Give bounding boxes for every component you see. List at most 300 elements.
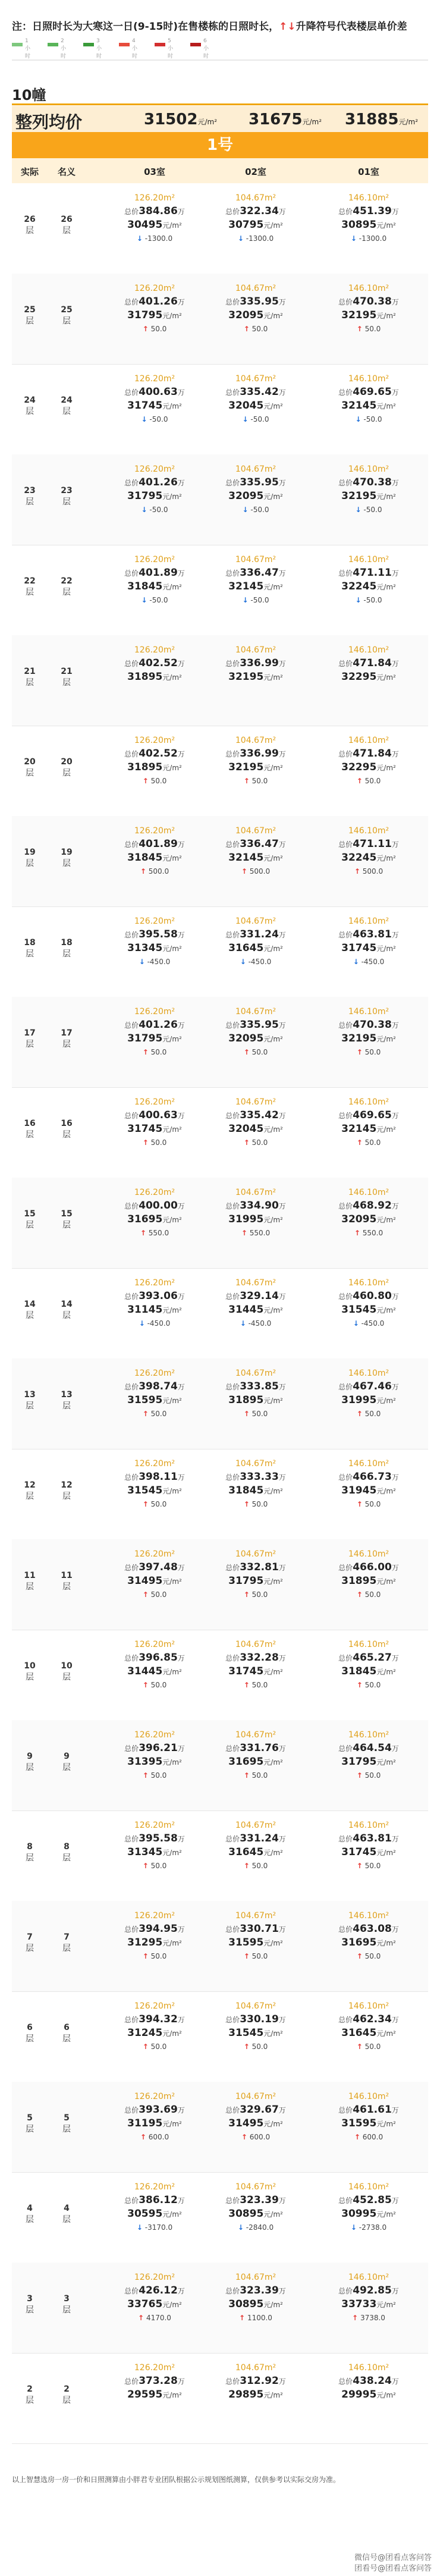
total-prefix: 总价 — [124, 1202, 139, 1210]
price-change-value: -2738.0 — [359, 2223, 387, 2232]
unit-price-unit: 元/m² — [376, 1577, 396, 1586]
unit-cell[interactable] — [101, 734, 208, 787]
unit-cell[interactable] — [315, 734, 422, 787]
unit-price-value: 30495 — [127, 219, 163, 231]
unit-cell[interactable] — [101, 1186, 208, 1240]
unit-price — [101, 761, 208, 774]
unit-price-unit: 元/m² — [263, 2391, 283, 2399]
total-price — [202, 1289, 309, 1303]
unit-price — [202, 1032, 309, 1046]
unit-title: 1号 — [12, 132, 428, 158]
unit-cell[interactable] — [202, 2000, 309, 2053]
price-change-value: -450.0 — [147, 1319, 171, 1328]
unit-price — [315, 1032, 422, 1046]
total-price — [202, 1832, 309, 1846]
unit-price-unit: 元/m² — [162, 2210, 182, 2219]
unit-cell[interactable] — [315, 1096, 422, 1149]
total-value: 469.65 — [353, 386, 392, 398]
price-change-value: 50.0 — [252, 1952, 268, 1960]
unit-cell[interactable] — [202, 192, 309, 245]
price-change-value: 50.0 — [150, 1862, 167, 1870]
total-prefix: 总价 — [338, 1744, 353, 1753]
total-value: 402.52 — [139, 657, 178, 669]
total-price — [202, 205, 309, 218]
unit-cell[interactable] — [315, 644, 422, 684]
price-change-value: -450.0 — [147, 958, 171, 966]
unit-cell[interactable] — [315, 463, 422, 516]
unit-price-unit: 元/m² — [263, 1487, 283, 1495]
unit-price-value: 31795 — [127, 309, 163, 321]
unit-price — [101, 2026, 208, 2040]
unit-price — [202, 490, 309, 503]
total-price — [101, 1742, 208, 1755]
total-unit: 万 — [177, 840, 185, 849]
price-change-value: -50.0 — [149, 506, 168, 514]
unit-cell[interactable] — [202, 915, 309, 968]
price-change — [202, 1859, 309, 1872]
unit-price-value: 31795 — [127, 490, 163, 502]
total-price — [315, 1199, 422, 1213]
unit-price-unit: 元/m² — [162, 2391, 182, 2399]
unit-area: 126.20m² — [134, 465, 175, 474]
total-prefix: 总价 — [124, 388, 139, 397]
price-change-value: 50.0 — [364, 2042, 381, 2051]
total-price — [315, 837, 422, 851]
unit-cell[interactable] — [315, 553, 422, 607]
actual-floor — [12, 847, 48, 870]
nominal-floor — [49, 1299, 84, 1322]
total-prefix: 总价 — [225, 1744, 240, 1753]
total-value: 463.81 — [353, 1833, 392, 1844]
unit-cell[interactable] — [202, 1638, 309, 1692]
unit-cell[interactable] — [315, 915, 422, 968]
unit-cell[interactable] — [315, 2271, 422, 2324]
total-unit: 万 — [391, 1021, 399, 1030]
unit-price-unit: 元/m² — [263, 2301, 283, 2309]
unit-cell[interactable] — [101, 1728, 208, 1782]
unit-area: 104.67m² — [235, 2273, 276, 2282]
unit-price — [315, 2298, 422, 2311]
total-prefix: 总价 — [338, 569, 353, 578]
unit-price — [315, 1394, 422, 1407]
total-prefix: 总价 — [338, 750, 353, 758]
arrow-up-icon: ↑ — [142, 1138, 149, 1147]
total-value: 398.11 — [139, 1471, 178, 1483]
price-change-value: -50.0 — [250, 415, 269, 423]
total-unit: 万 — [278, 1744, 286, 1753]
unit-cell[interactable] — [101, 2180, 208, 2234]
unit-cell[interactable] — [101, 915, 208, 968]
unit-area: 126.20m² — [134, 1188, 175, 1197]
unit-cell[interactable] — [101, 463, 208, 516]
unit-price-value: 31645 — [341, 2027, 377, 2039]
unit-price-value: 32195 — [228, 671, 264, 683]
unit-cell[interactable] — [202, 2090, 309, 2144]
price-change-value: 50.0 — [252, 1681, 268, 1689]
unit-area: 104.67m² — [235, 645, 276, 655]
unit-price-unit: 元/m² — [376, 221, 396, 230]
unit-cell[interactable] — [202, 1548, 309, 1601]
actual-floor — [12, 305, 48, 327]
floor-number: 12 — [61, 1480, 73, 1490]
unit-cell[interactable] — [202, 1819, 309, 1872]
unit-cell[interactable] — [315, 1909, 422, 1963]
unit-price — [315, 1213, 422, 1226]
total-prefix: 总价 — [338, 2287, 353, 2295]
unit-cell[interactable] — [101, 2271, 208, 2324]
total-prefix: 总价 — [338, 2197, 353, 2205]
unit-area: 146.10m² — [348, 826, 389, 836]
total-prefix: 总价 — [225, 208, 240, 216]
arrow-up-icon: ↑ — [243, 2042, 250, 2051]
total-value: 323.39 — [240, 2285, 279, 2296]
arrow-up-icon: ↑ — [142, 1410, 149, 1418]
arrow-down-icon: ↓ — [136, 234, 143, 243]
unit-price-unit: 元/m² — [263, 1216, 283, 1224]
unit-cell[interactable] — [101, 2090, 208, 2144]
total-unit: 万 — [278, 1112, 286, 1120]
unit-area: 104.67m² — [235, 1821, 276, 1830]
floor-number: 19 — [61, 848, 73, 857]
unit-cell[interactable] — [315, 1367, 422, 1420]
total-value: 400.00 — [139, 1200, 178, 1212]
unit-price-value: 31195 — [127, 2117, 163, 2129]
unit-cell[interactable] — [101, 824, 208, 878]
unit-cell[interactable] — [101, 1909, 208, 1963]
total-prefix: 总价 — [338, 2377, 353, 2386]
unit-cell[interactable] — [202, 2180, 309, 2234]
floor-number: 7 — [64, 1932, 70, 1942]
total-value: 471.84 — [353, 657, 392, 669]
price-change-value: -50.0 — [363, 415, 382, 423]
nominal-floor — [49, 2113, 84, 2135]
price-change — [101, 1678, 208, 1692]
total-prefix: 总价 — [225, 2287, 240, 2295]
price-change-value: -50.0 — [250, 506, 269, 514]
total-value: 395.58 — [139, 928, 178, 940]
unit-area: 104.67m² — [235, 1549, 276, 1559]
unit-cell[interactable] — [315, 1819, 422, 1872]
unit-cell[interactable] — [202, 1005, 309, 1059]
floor-number: 22 — [61, 576, 73, 586]
unit-price-value: 31745 — [341, 1846, 377, 1858]
unit-cell[interactable] — [202, 644, 309, 684]
total-prefix: 总价 — [124, 2016, 139, 2024]
unit-price — [202, 1665, 309, 1678]
total-prefix: 总价 — [225, 479, 240, 487]
total-prefix: 总价 — [338, 1021, 353, 1030]
unit-cell[interactable] — [202, 1367, 309, 1420]
unit-price-value: 31745 — [228, 1665, 264, 1677]
unit-cell[interactable] — [315, 1457, 422, 1511]
price-change — [101, 1950, 208, 1963]
actual-floor — [12, 2384, 48, 2406]
unit-area: 104.67m² — [235, 374, 276, 384]
total-price — [315, 205, 422, 218]
unit-cell[interactable] — [315, 2180, 422, 2234]
floor-suffix: 层 — [62, 1492, 71, 1501]
unit-price-unit: 元/m² — [263, 764, 283, 772]
actual-floor — [12, 937, 48, 960]
unit-cell[interactable] — [202, 734, 309, 787]
avg-price-02: 31675元/m² — [249, 111, 322, 128]
price-change — [315, 1588, 422, 1601]
floor-number: 16 — [61, 1119, 73, 1128]
total-prefix: 总价 — [338, 479, 353, 487]
floor-row — [12, 183, 428, 274]
unit-cell[interactable] — [101, 1367, 208, 1420]
unit-price — [202, 1755, 309, 1769]
unit-price — [101, 2298, 208, 2311]
unit-price — [202, 2298, 309, 2311]
total-price — [101, 2284, 208, 2298]
floor-number: 25 — [61, 305, 73, 315]
floor-row — [12, 1539, 428, 1630]
unit-cell[interactable] — [315, 282, 422, 335]
unit-cell[interactable] — [101, 372, 208, 426]
arrow-up-icon: ↑ — [356, 325, 363, 333]
floor-number: 24 — [24, 396, 36, 405]
total-value: 400.63 — [139, 1109, 178, 1121]
unit-area: 126.20m² — [134, 1730, 175, 1740]
price-change-value: 50.0 — [364, 1771, 381, 1780]
unit-price-unit: 元/m² — [263, 2120, 283, 2128]
price-change — [315, 1769, 422, 1782]
unit-cell[interactable] — [315, 1005, 422, 1059]
floor-row — [12, 1811, 428, 1902]
total-prefix: 总价 — [124, 2106, 139, 2114]
unit-price-unit: 元/m² — [376, 1487, 396, 1495]
floor-suffix: 层 — [26, 1040, 34, 1049]
unit-cell[interactable] — [101, 2000, 208, 2053]
actual-floor — [12, 1932, 48, 1954]
unit-price-value: 32095 — [341, 1213, 377, 1225]
unit-price-unit: 元/m² — [263, 1849, 283, 1857]
nominal-floor — [49, 2384, 84, 2406]
price-change — [202, 1588, 309, 1601]
footer-disclaimer: 以上智慧选房一房一价和日照测算由小胖君专业团队根据公示规划图纸测算，仅供参考以实际交房为准。 — [12, 2475, 341, 2484]
floor-row — [12, 2263, 428, 2354]
price-change — [315, 1226, 422, 1240]
total-unit: 万 — [391, 1202, 399, 1210]
unit-price — [101, 1303, 208, 1317]
unit-cell[interactable] — [202, 1276, 309, 1330]
total-prefix: 总价 — [338, 840, 353, 849]
unit-cell[interactable] — [202, 1186, 309, 1240]
price-change — [202, 1136, 309, 1149]
total-prefix: 总价 — [124, 750, 139, 758]
total-unit: 万 — [278, 2377, 286, 2386]
unit-price-value: 31145 — [127, 1304, 163, 1316]
price-change-value: 50.0 — [364, 1681, 381, 1689]
total-prefix: 总价 — [338, 1292, 353, 1301]
unit-cell[interactable] — [202, 1457, 309, 1511]
total-prefix: 总价 — [225, 1021, 240, 1030]
unit-area: 146.10m² — [348, 465, 389, 474]
unit-cell[interactable] — [202, 824, 309, 878]
actual-floor — [12, 1480, 48, 1502]
total-price — [202, 476, 309, 490]
unit-cell[interactable] — [202, 463, 309, 516]
notice-text: 注：日照时长为大寒这一日(9-15时)在售楼栋的日照时长，↑↓升降符号代表楼层单价差 — [12, 21, 407, 33]
unit-cell[interactable] — [101, 192, 208, 245]
arrow-up-icon: ↑ — [352, 2314, 359, 2322]
total-value: 470.38 — [353, 476, 392, 488]
average-price-label: 整列均价 — [15, 112, 83, 132]
unit-price-value: 31595 — [127, 1394, 163, 1406]
total-prefix: 总价 — [225, 1835, 240, 1843]
unit-price — [315, 1122, 422, 1136]
unit-cell[interactable] — [101, 1096, 208, 1149]
price-change — [101, 865, 208, 878]
total-unit: 万 — [177, 1383, 185, 1391]
total-price — [101, 1651, 208, 1665]
total-unit: 万 — [391, 569, 399, 578]
unit-price — [101, 309, 208, 322]
nominal-floor — [49, 1841, 84, 1864]
arrow-up-icon: ↑ — [243, 1138, 250, 1147]
unit-cell[interactable] — [315, 372, 422, 426]
total-price — [202, 747, 309, 761]
unit-cell[interactable] — [315, 192, 422, 245]
total-unit: 万 — [391, 208, 399, 216]
unit-price — [101, 218, 208, 232]
price-change-value: 50.0 — [252, 1862, 268, 1870]
unit-cell[interactable] — [202, 282, 309, 335]
floor-suffix: 层 — [62, 1673, 71, 1682]
unit-cell[interactable] — [101, 1548, 208, 1601]
unit-cell[interactable] — [315, 1548, 422, 1601]
unit-cell[interactable] — [315, 1728, 422, 1782]
unit-cell[interactable] — [101, 2361, 208, 2402]
unit-area: 126.20m² — [134, 736, 175, 745]
price-change — [101, 413, 208, 426]
unit-cell[interactable] — [101, 1276, 208, 1330]
price-change — [315, 2131, 422, 2144]
total-price — [315, 1018, 422, 1032]
unit-price-value: 32145 — [341, 1123, 377, 1135]
total-unit: 万 — [177, 1835, 185, 1843]
unit-cell[interactable] — [315, 824, 422, 878]
unit-cell[interactable] — [101, 553, 208, 607]
unit-area: 146.10m² — [348, 1821, 389, 1830]
price-change-value: -50.0 — [149, 596, 168, 604]
floor-suffix: 层 — [26, 1853, 34, 1863]
legend-label: 1小时 — [25, 38, 31, 59]
unit-price-value: 31495 — [228, 2117, 264, 2129]
notice-banner — [0, 0, 440, 57]
total-unit: 万 — [177, 750, 185, 758]
unit-cell[interactable] — [101, 644, 208, 684]
floor-suffix: 层 — [62, 1040, 71, 1049]
unit-cell[interactable] — [202, 2361, 309, 2402]
price-change — [101, 774, 208, 787]
unit-cell[interactable] — [315, 1638, 422, 1692]
floor-suffix: 层 — [26, 1582, 34, 1592]
total-unit: 万 — [391, 1744, 399, 1753]
floor-row — [12, 454, 428, 545]
unit-price-unit: 元/m² — [376, 312, 396, 320]
unit-price-value: 33765 — [127, 2298, 163, 2310]
header-room-03: 03室 — [144, 167, 165, 177]
unit-cell[interactable] — [101, 1005, 208, 1059]
header-room-01: 01室 — [358, 167, 379, 177]
unit-cell[interactable] — [101, 282, 208, 335]
unit-price-unit: 元/m² — [162, 1397, 182, 1405]
unit-price-unit: 元/m² — [263, 1577, 283, 1586]
price-change — [202, 594, 309, 607]
arrow-up-icon: ↑ — [243, 1590, 250, 1599]
unit-cell[interactable] — [202, 372, 309, 426]
unit-cell[interactable] — [202, 553, 309, 607]
unit-cell[interactable] — [315, 2361, 422, 2402]
total-price — [202, 1561, 309, 1574]
total-price — [101, 2013, 208, 2026]
arrow-up-icon: ↑ — [239, 2314, 246, 2322]
arrow-up-icon: ↑ — [243, 1771, 250, 1780]
unit-cell[interactable] — [202, 1096, 309, 1149]
unit-price-unit: 元/m² — [376, 402, 396, 410]
unit-price-unit: 元/m² — [263, 1758, 283, 1767]
unit-price-unit: 元/m² — [162, 673, 182, 682]
unit-cell[interactable] — [101, 1638, 208, 1692]
total-prefix: 总价 — [338, 2106, 353, 2114]
floor-suffix: 层 — [62, 226, 71, 236]
total-prefix: 总价 — [225, 660, 240, 668]
divider — [12, 59, 428, 61]
unit-cell[interactable] — [202, 1909, 309, 1963]
total-value: 468.92 — [353, 1200, 392, 1212]
unit-price — [101, 1394, 208, 1407]
floor-suffix: 层 — [62, 768, 71, 778]
total-price — [315, 1832, 422, 1846]
total-prefix: 总价 — [124, 1744, 139, 1753]
total-value: 464.54 — [353, 1742, 392, 1754]
arrow-down-icon: ↓ — [139, 958, 145, 966]
total-value: 331.24 — [240, 928, 279, 940]
unit-cell[interactable] — [315, 1186, 422, 1240]
total-prefix: 总价 — [338, 1202, 353, 1210]
price-change — [315, 1678, 422, 1692]
unit-price-value: 29895 — [228, 2389, 264, 2401]
actual-floor — [12, 1209, 48, 1231]
unit-cell[interactable] — [315, 2000, 422, 2053]
arrow-up-icon: ↑ — [142, 1681, 149, 1689]
total-value: 467.46 — [353, 1380, 392, 1392]
unit-area: 126.20m² — [134, 1640, 175, 1649]
unit-cell[interactable] — [315, 2090, 422, 2144]
unit-area: 146.10m² — [348, 917, 389, 926]
total-unit: 万 — [278, 388, 286, 397]
unit-price — [202, 399, 309, 413]
unit-cell[interactable] — [202, 1728, 309, 1782]
legend-swatch — [83, 43, 94, 46]
unit-cell[interactable] — [202, 2271, 309, 2324]
unit-cell[interactable] — [101, 1819, 208, 1872]
total-prefix: 总价 — [338, 931, 353, 939]
price-change — [315, 232, 422, 245]
unit-area: 146.10m² — [348, 1459, 389, 1469]
arrow-up-icon: ↑ — [142, 1771, 149, 1780]
unit-cell[interactable] — [101, 1457, 208, 1511]
total-prefix: 总价 — [124, 1473, 139, 1482]
price-change-value: 50.0 — [252, 1500, 268, 1508]
floor-suffix: 层 — [26, 316, 34, 326]
total-unit: 万 — [391, 1564, 399, 1572]
unit-price-unit: 元/m² — [263, 492, 283, 501]
total-price — [101, 566, 208, 580]
unit-cell[interactable] — [315, 1276, 422, 1330]
